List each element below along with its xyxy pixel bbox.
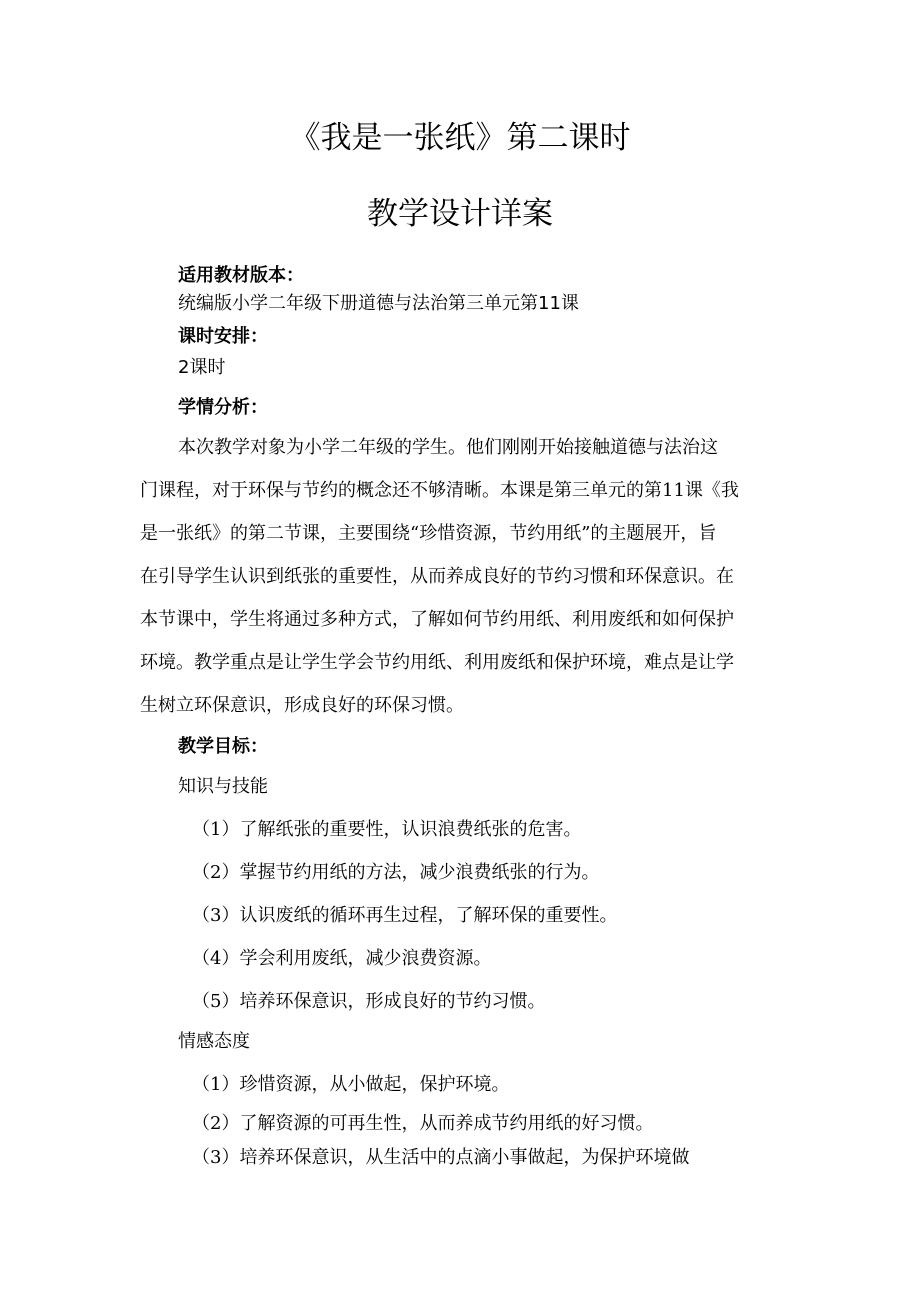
emotion-label: 情感态度 [178, 1031, 250, 1052]
knowledge-item: （1）了解纸张的重要性，认识浪费纸张的危害。 [192, 819, 582, 840]
analysis-line: 在引导学生认识到纸张的重要性，从而养成良好的节约习惯和环保意识。在 [140, 566, 734, 587]
analysis-line: 是一张纸》的第二节课，主要围绕“珍惜资源，节约用纸”的主题展开，旨 [140, 523, 717, 544]
knowledge-item: （3）认识废纸的循环再生过程，了解环保的重要性。 [192, 905, 618, 926]
textbook-heading: 适用教材版本： [178, 265, 304, 286]
schedule-heading: 课时安排： [178, 326, 268, 347]
knowledge-item: （5）培养环保意识，形成良好的节约习惯。 [192, 991, 546, 1012]
analysis-line: 生树立环保意识，形成良好的环保习惯。 [140, 695, 464, 716]
emotion-item: （1）珍惜资源，从小做起，保护环境。 [192, 1074, 510, 1095]
objectives-heading: 教学目标： [178, 736, 268, 757]
schedule-value: 2课时 [178, 357, 226, 378]
document-title: 《我是一张纸》第二课时 [289, 120, 631, 156]
knowledge-label: 知识与技能 [178, 776, 268, 797]
analysis-line: 门课程，对于环保与节约的概念还不够清晰。本课是第三单元的第11课《我 [140, 480, 739, 501]
analysis-line: 本节课中，学生将通过多种方式，了解如何节约用纸、利用废纸和如何保护 [140, 609, 734, 630]
emotion-item: （3）培养环保意识，从生活中的点滴小事做起，为保护环境做 [192, 1147, 690, 1168]
knowledge-item: （2）掌握节约用纸的方法，减少浪费纸张的行为。 [192, 862, 600, 883]
analysis-heading: 学情分析： [178, 397, 268, 418]
analysis-line: 环境。教学重点是让学生学会节约用纸、利用废纸和保护环境，难点是让学 [140, 652, 734, 673]
analysis-line: 本次教学对象为小学二年级的学生。他们刚刚开始接触道德与法治这 [178, 437, 718, 458]
emotion-item: （2）了解资源的可再生性，从而养成节约用纸的好习惯。 [192, 1113, 654, 1134]
document-subtitle: 教学设计详案 [367, 196, 553, 232]
knowledge-item: （4）学会利用废纸，减少浪费资源。 [192, 948, 492, 969]
textbook-value: 统编版小学二年级下册道德与法治第三单元第11课 [178, 293, 579, 314]
